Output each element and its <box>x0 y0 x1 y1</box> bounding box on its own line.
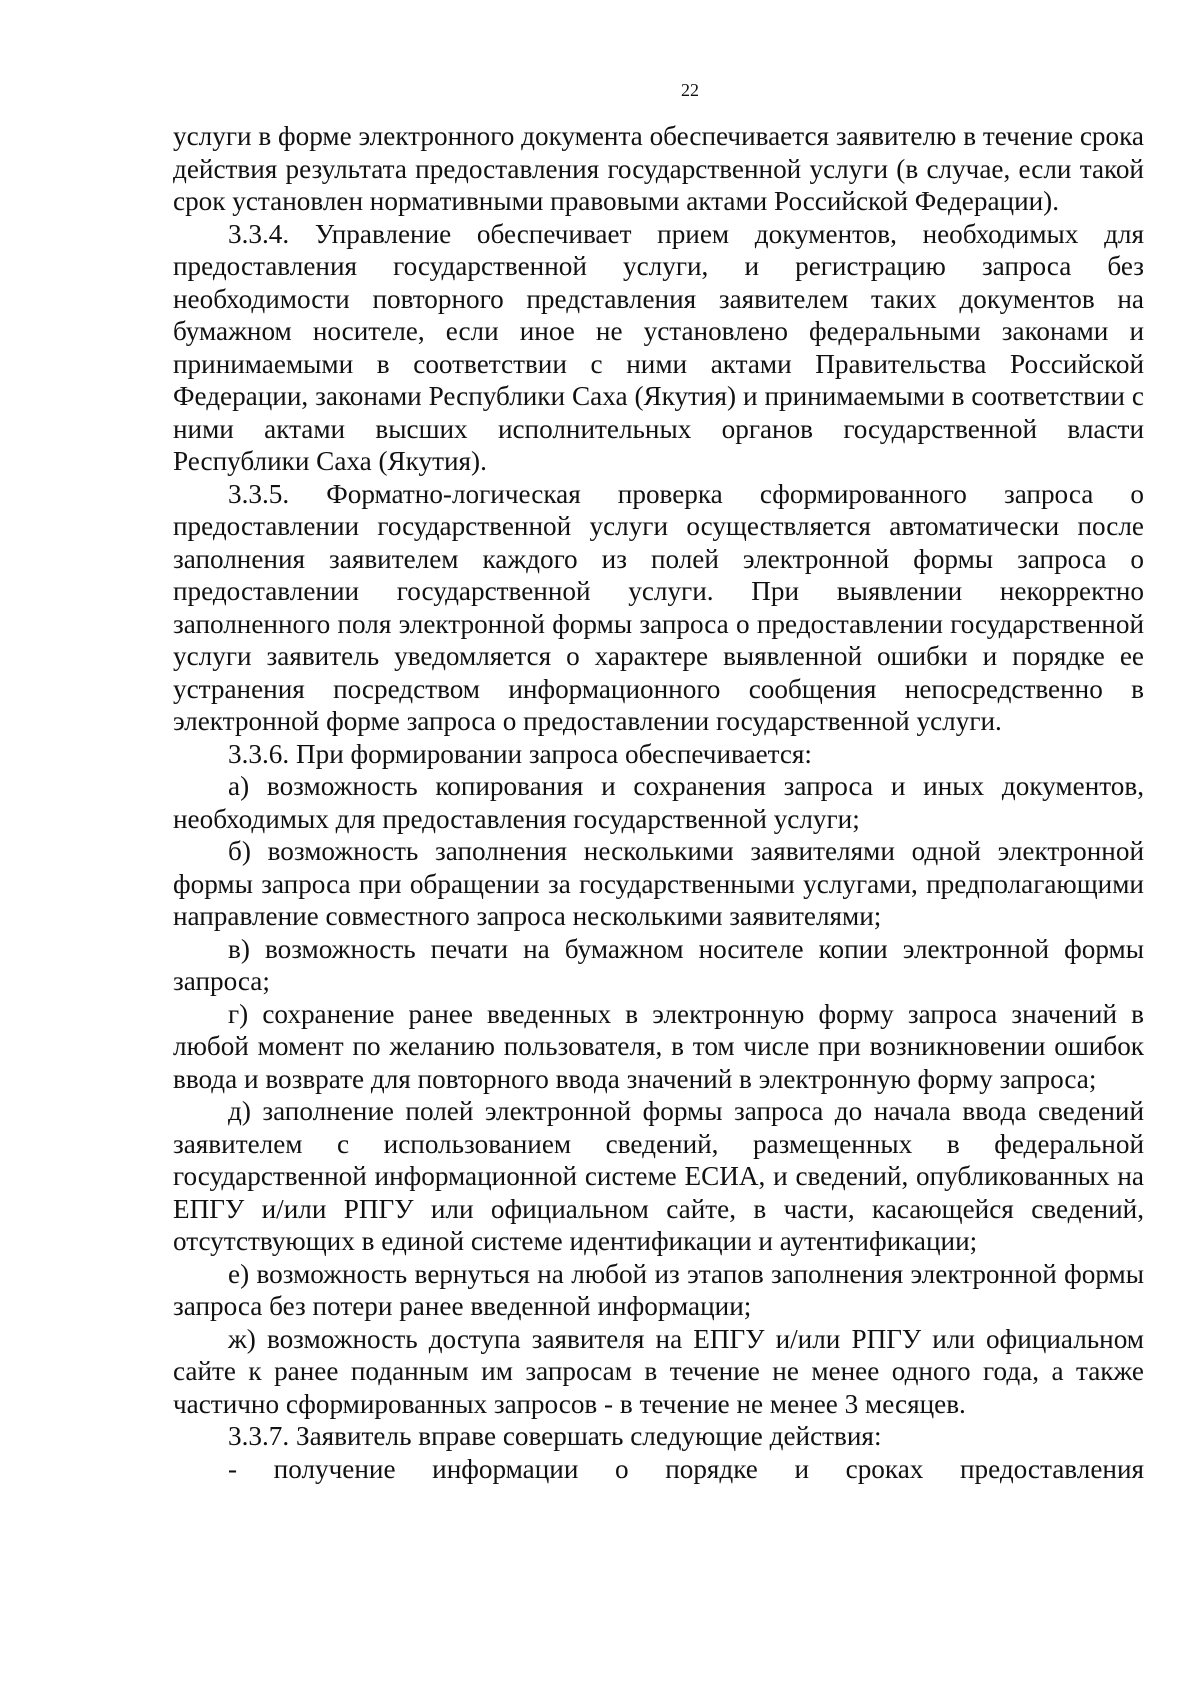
dash-list-item: - получение информации о порядке и сроках предоставления <box>228 1453 1144 1484</box>
paragraph-continuation: услуги в форме электронного документа обеспечивается заявителю в течение срока действия результата предоставления государственной услуги (в случае, если такой срок установлен нормативными правовыми актами Российской Федерации). <box>173 121 1144 216</box>
list-item-zh: ж) возможность доступа заявителя на ЕПГУ и/или РПГУ или официальном сайте к ранее поданным им запросам в течение не менее одного года, а также частично сформированных запросов - в течение не менее 3 месяцев. <box>173 1323 1144 1419</box>
list-item-e: е) возможность вернуться на любой из этапов заполнения электронной формы запроса без потери ранее введенной информации; <box>173 1258 1144 1321</box>
list-item-b: б) возможность заполнения несколькими заявителями одной электронной формы запроса при обращении за государственными услугами, предполагающими направление совместного запроса несколькими заявителями; <box>173 836 1144 931</box>
paragraph-3-3-7: 3.3.7. Заявитель вправе совершать следующие действия: <box>228 1421 882 1451</box>
page-number: 22 <box>681 80 699 100</box>
list-item-d: д) заполнение полей электронной формы запроса до начала ввода сведений заявителем с использованием сведений, размещенных в федеральной государственной информационной системе ЕСИА, и сведений, опубликованных на ЕПГУ и/или РПГУ или официальном сайте, в части, касающейся сведений, отсутствующих в единой системе идентификации и аутентификации; <box>173 1096 1144 1256</box>
paragraph-3-3-4: 3.3.4. Управление обеспечивает прием документов, необходимых для предоставления государственной услуги, и регистрацию запроса без необходимости повторного представления заявителем таких документов на бумажном носителе, если иное не установлено федеральными законами и принимаемыми в соответствии с ними актами Правительства Российской Федерации, законами Республики Саха (Якутия) и принимаемыми в соответствии с ними актами высших исполнительных органов государственной власти Республики Саха (Якутия). <box>173 218 1144 476</box>
list-item-v: в) возможность печати на бумажном носителе копии электронной формы запроса; <box>173 933 1144 996</box>
list-item-a: а) возможность копирования и сохранения запроса и иных документов, необходимых для предоставления государственной услуги; <box>173 771 1144 834</box>
paragraph-3-3-5: 3.3.5. Форматно-логическая проверка сформированного запроса о предоставлении государственной услуги осуществляется автоматически после заполнения заявителем каждого из полей электронной формы запроса о предоставлении государственной услуги. При выявлении некорректно заполненного поля электронной формы запроса о предоставлении государственной услуги заявитель уведомляется о характере выявленной ошибки и порядке ее устранения посредством информационного сообщения непосредственно в электронной форме запроса о предоставлении государственной услуги. <box>173 478 1144 736</box>
list-item-g: г) сохранение ранее введенных в электронную форму запроса значений в любой момент по желанию пользователя, в том числе при возникновении ошибок ввода и возврате для повторного ввода значений в электронную форму запроса; <box>173 998 1144 1094</box>
document-body <box>173 120 1144 1485</box>
paragraph-3-3-6: 3.3.6. При формировании запроса обеспечивается: <box>228 738 812 769</box>
